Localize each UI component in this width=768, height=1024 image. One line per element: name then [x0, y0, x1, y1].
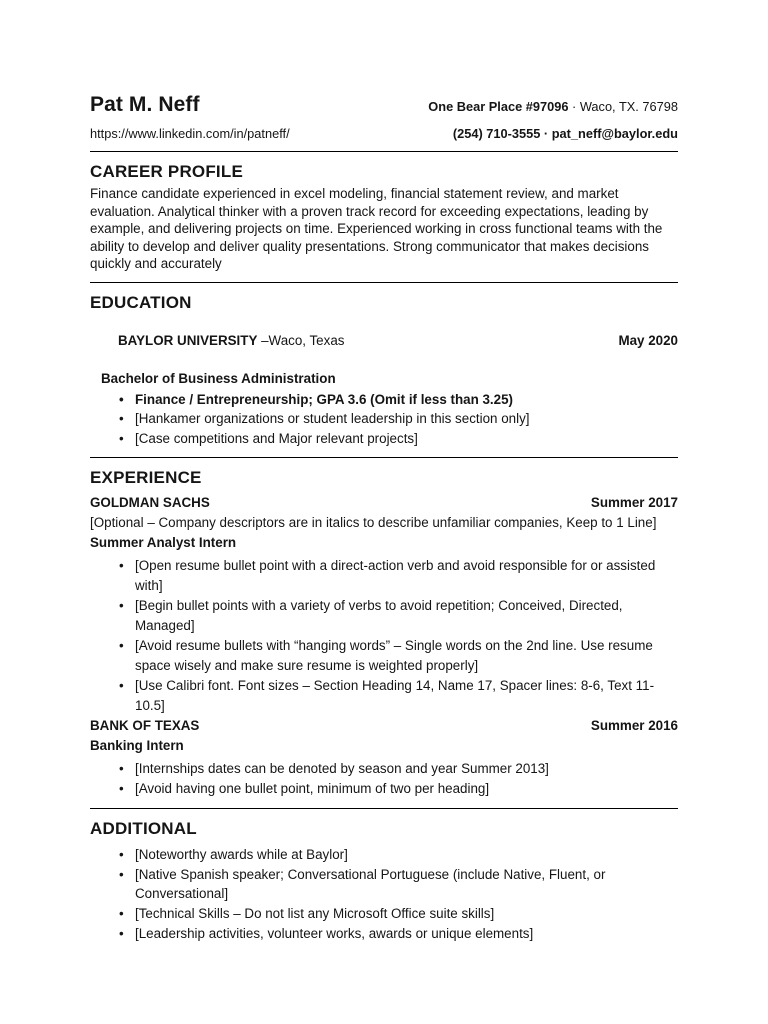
company-name: BANK OF TEXAS	[90, 717, 200, 733]
address-city: · Waco, TX. 76798	[568, 99, 678, 114]
education-date: May 2020	[618, 332, 678, 348]
additional-heading: ADDITIONAL	[90, 818, 197, 838]
education-bullet: • [Case competitions and Major relevant projects]	[90, 429, 678, 448]
experience-bullets	[90, 759, 678, 799]
candidate-name: Pat M. Neff	[90, 93, 200, 116]
resume-header	[90, 93, 678, 117]
company-name: GOLDMAN SACHS	[90, 494, 210, 510]
company-descriptor: [Optional – Company descriptors are in italics to describe unfamiliar companies, Keep to 1 Line]	[90, 514, 657, 530]
experience-date: Summer 2017	[590, 494, 678, 510]
experience-bullets	[90, 556, 678, 716]
career-profile-text: Finance candidate experienced in excel modeling, financial statement review, and market evaluation. Analytical thinker with a proven track record for exceeding expectations, leading by example, and delivering projects on time. Experienced working in cross functional teams with the ability to develop and deliver quality presentations. Strong communicator that makes decisions quickly and accurately	[90, 186, 663, 272]
degree-title: Bachelor of Business Administration	[101, 370, 336, 386]
education-bullet: • Finance / Entrepreneurship; GPA 3.6 (Omit if less than 3.25)	[90, 390, 678, 409]
section-divider	[90, 808, 678, 809]
additional-bullet: • [Leadership activities, volunteer works, awards or unique elements]	[90, 924, 678, 944]
education-bullet: • [Hankamer organizations or student leadership in this section only]	[90, 409, 678, 428]
experience-heading: EXPERIENCE	[90, 467, 202, 487]
section-divider	[90, 457, 678, 458]
experience-entry-header	[90, 493, 678, 513]
experience-bullet: • [Begin bullet points with a variety of verbs to avoid repetition; Conceived, Directed, Managed]	[90, 596, 678, 636]
education-entry	[90, 332, 678, 349]
additional-bullets	[90, 845, 678, 944]
experience-bullet: • [Open resume bullet point with a direct-action verb and avoid responsible for or assisted with]	[90, 556, 678, 596]
additional-bullet: • [Technical Skills – Do not list any Microsoft Office suite skills]	[90, 904, 678, 924]
experience-entry-header	[90, 716, 678, 736]
education-heading: EDUCATION	[90, 292, 192, 312]
job-title: Summer Analyst Intern	[90, 534, 237, 550]
phone-email: (254) 710-3555 · pat_neff@baylor.edu	[452, 126, 678, 141]
experience-bullet: • [Internships dates can be denoted by season and year Summer 2013]	[90, 759, 678, 779]
resume-subheader	[90, 126, 678, 142]
school-line	[118, 332, 344, 349]
additional-bullet: • [Native Spanish speaker; Conversational Portuguese (include Native, Fluent, or Conversational]	[90, 865, 678, 904]
experience-bullet: • [Use Calibri font. Font sizes – Section Heading 14, Name 17, Spacer lines: 8-6, Text 11-10.5]	[90, 676, 678, 716]
experience-bullet: • [Avoid having one bullet point, minimum of two per heading]	[90, 779, 678, 799]
education-bullets	[90, 390, 678, 448]
career-profile-heading: CAREER PROFILE	[90, 162, 243, 181]
experience-date: Summer 2016	[590, 717, 678, 733]
mailing-address	[428, 99, 678, 115]
job-title: Banking Intern	[90, 737, 184, 753]
section-divider	[90, 151, 678, 152]
additional-bullet: • [Noteworthy awards while at Baylor]	[90, 845, 678, 865]
section-divider	[90, 282, 678, 283]
linkedin-url: https://www.linkedin.com/in/patneff/	[90, 126, 290, 141]
school-location: –Waco, Texas	[257, 332, 345, 348]
address-street: One Bear Place #97096	[428, 99, 569, 114]
school-name: BAYLOR UNIVERSITY	[118, 332, 258, 348]
experience-bullet: • [Avoid resume bullets with “hanging words” – Single words on the 2nd line. Use resume space wisely and make sure resume is weighted properly]	[90, 636, 678, 676]
